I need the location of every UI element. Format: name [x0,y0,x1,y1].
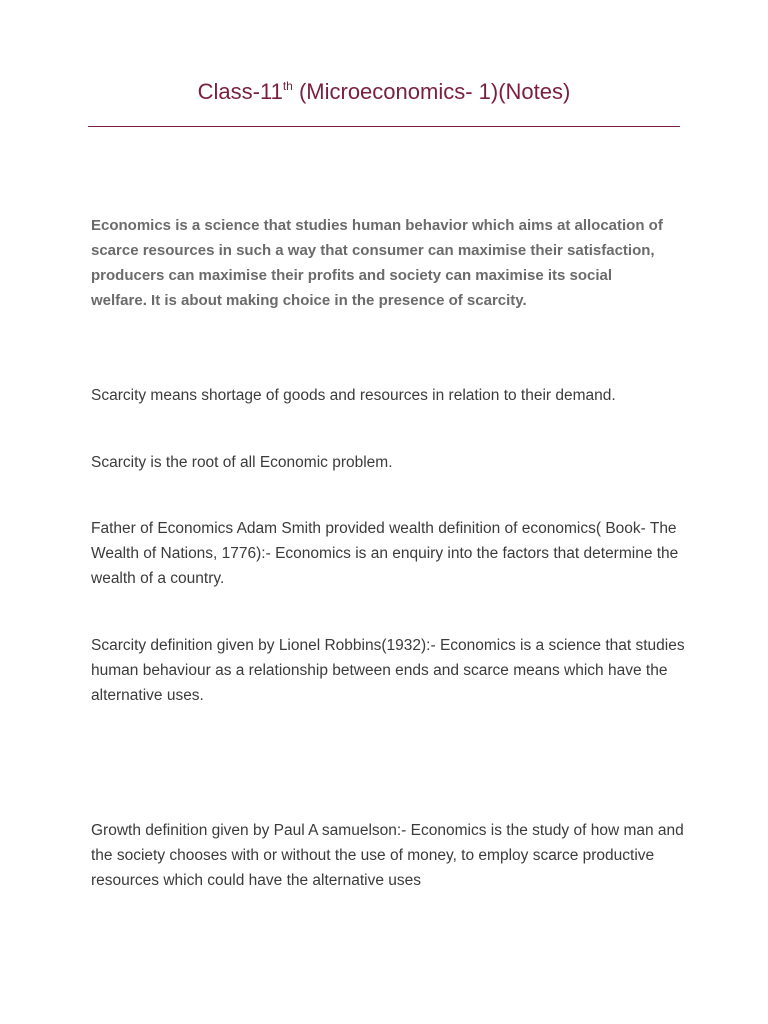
paragraph-scarcity-root: Scarcity is the root of all Economic problem. [91,454,393,471]
title-prefix: Class-11 [197,79,283,104]
paragraph-scarcity-definition: Scarcity definition given by Lionel Robbins(1932):- Economics is a science that studies human behaviour as a relationship between ends and scarce means which have the alternative uses. [91,637,685,704]
title-divider [88,126,680,127]
title-suffix: (Microeconomics- 1)(Notes) [292,79,571,104]
title-superscript: th [282,79,293,93]
paragraph-wealth-definition: Father of Economics Adam Smith provided wealth definition of economics( Book- The Wealth of Nations, 1776):- Economics is an enquiry into the factors that determine the wealth of a country. [91,520,679,587]
page-title [0,76,768,108]
paragraph-growth-definition: Growth definition given by Paul A samuelson:- Economics is the study of how man and the society chooses with or without the use of money, to employ scarce productive resources which could have the alternative uses [91,822,684,889]
paragraph-economics-definition: Economics is a science that studies human behavior which aims at allocation of scarce resources in such a way that consumer can maximise their satisfaction, producers can maximise their profits and society can maximise its social welfare. It is about making choice in the presence of scarcity. [91,217,663,309]
paragraph-scarcity-meaning: Scarcity means shortage of goods and resources in relation to their demand. [91,387,616,404]
